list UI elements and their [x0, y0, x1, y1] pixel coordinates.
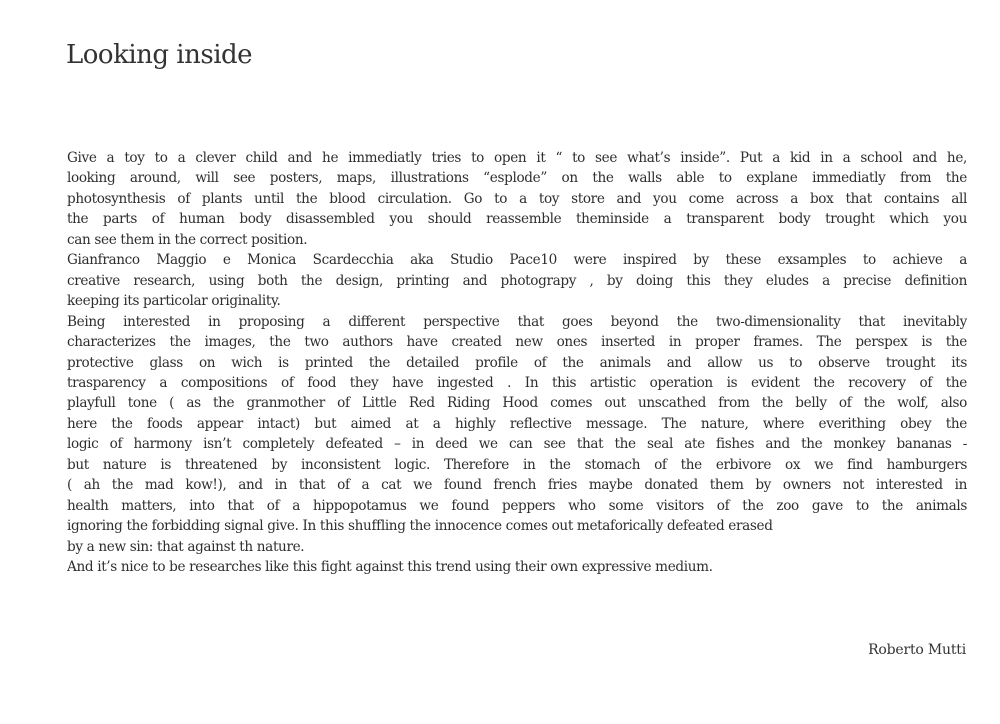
body-line: trasparency a compositions of food they have ingested . In this artistic operation is evident the recovery of the: [67, 374, 967, 391]
page-title: Looking inside: [66, 40, 253, 70]
body-line: Being interested in proposing a different perspective that goes beyond the two-dimensionality that inevitably: [67, 313, 967, 330]
body-line: Give a toy to a clever child and he immediatly tries to open it “ to see what’s inside”. Put a kid in a school and he,: [67, 150, 967, 166]
body-line: here the foods appear intact) but aimed at a highly reflective message. The nature, where everithing obey the: [67, 415, 967, 432]
body-line: the parts of human body disassembled you should reassemble theminside a transparent body trought which you: [67, 211, 967, 228]
body-line: ( ah the mad kow!), and in that of a cat we found french fries maybe donated them by owners not interested in: [67, 477, 967, 494]
body-line: by a new sin: that against th nature.: [67, 538, 305, 555]
body-line: And it’s nice to be researches like this fight against this trend using their own expressive medium.: [67, 559, 713, 576]
body-line: logic of harmony isn’t completely defeated – in deed we can see that the seal ate fishes and the monkey bananas -: [67, 436, 967, 453]
body-line: looking around, will see posters, maps, illustrations “esplode” on the walls able to explane immediatly from the: [67, 170, 967, 187]
body-line: health matters, into that of a hippopotamus we found peppers who some visitors of the zoo gave to the animals: [67, 497, 967, 514]
body-line: ignoring the forbidding signal give. In this shuffling the innocence comes out metaforically defeated erased: [67, 518, 773, 535]
article-body: [67, 148, 967, 578]
body-line: protective glass on wich is printed the detailed profile of the animals and allow us to observe trought its: [67, 354, 967, 371]
body-line: keeping its particolar originality.: [67, 293, 281, 310]
body-line: photosynthesis of plants until the blood circulation. Go to a toy store and you come across a box that contains all: [67, 190, 967, 207]
body-line: can see them in the correct position.: [67, 231, 308, 248]
body-line: Gianfranco Maggio e Monica Scardecchia aka Studio Pace10 were inspired by these exsamples to achieve a: [67, 252, 967, 269]
body-line: but nature is threatened by inconsistent logic. Therefore in the stomach of the erbivore ox we find hamburgers: [67, 456, 967, 473]
author-signature: Roberto Mutti: [868, 642, 966, 658]
body-line: playfull tone ( as the granmother of Little Red Riding Hood comes out unscathed from the belly of the wolf, also: [67, 395, 967, 412]
body-line: characterizes the images, the two authors have created new ones inserted in proper frames. The perspex is the: [67, 334, 967, 351]
body-line: creative research, using both the design, printing and photograpy , by doing this they eludes a precise definition: [67, 272, 967, 289]
